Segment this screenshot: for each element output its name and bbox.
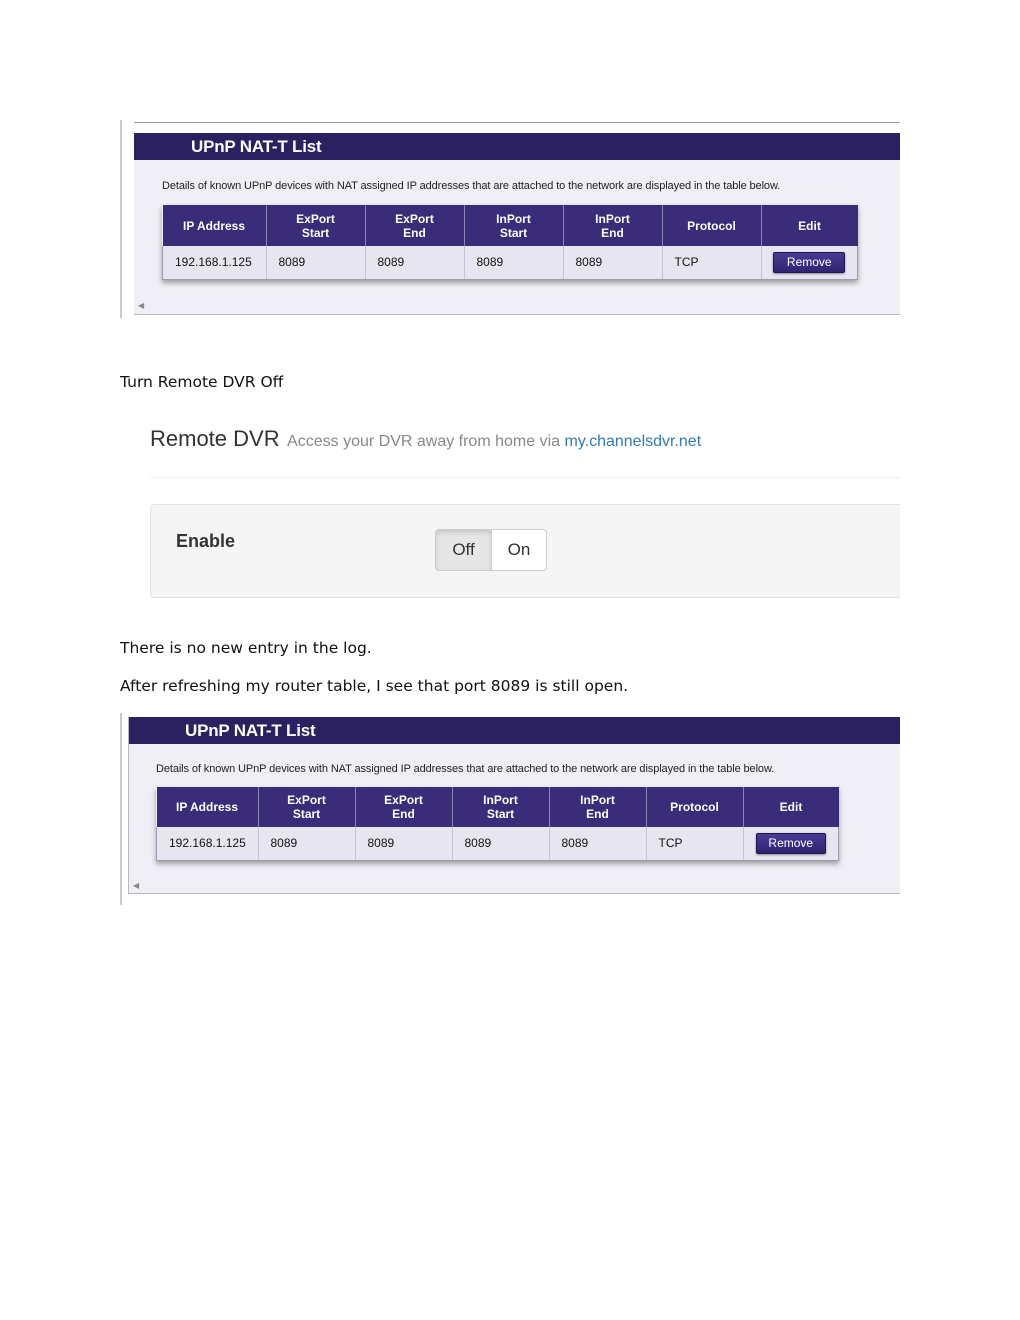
upnp-screenshot-2 [120, 713, 900, 905]
scroll-left-icon[interactable]: ◀ [133, 881, 140, 890]
remote-dvr-heading [150, 426, 701, 452]
after-refresh-text: After refreshing my router table, I see that port 8089 is still open. [120, 677, 629, 695]
upnp-description: Details of known UPnP devices with NAT assigned IP addresses that are attached to the network are displayed in the table below. [156, 763, 775, 775]
enable-toggle [435, 529, 547, 571]
cell-edit [743, 827, 839, 860]
col-inport-end: InPort End [563, 205, 662, 246]
cell-ip: 192.168.1.125 [157, 827, 259, 860]
col-ip-address: IP Address [157, 787, 259, 827]
col-ip-address: IP Address [163, 205, 267, 246]
upnp-description: Details of known UPnP devices with NAT assigned IP addresses that are attached to the network are displayed in the table below. [162, 180, 781, 192]
remote-dvr-subtitle: Access your DVR away from home via [287, 433, 561, 450]
upnp-title-bar [134, 133, 900, 160]
col-export-start: ExPort Start [258, 787, 355, 827]
col-inport-end: InPort End [549, 787, 646, 827]
remove-button[interactable]: Remove [773, 252, 845, 273]
remove-button[interactable]: Remove [756, 833, 826, 854]
channelsdvr-link[interactable]: my.channelsdvr.net [564, 433, 702, 450]
cell-inport-end: 8089 [563, 246, 662, 279]
table-header-row [163, 205, 858, 246]
upnp-title: UPnP NAT-T List [191, 137, 322, 156]
cell-ip: 192.168.1.125 [163, 246, 267, 279]
enable-label: Enable [176, 531, 236, 551]
screenshot-edge [120, 120, 122, 318]
upnp-title-bar [129, 717, 900, 744]
upnp-table [162, 205, 858, 280]
screenshot-edge [120, 713, 122, 905]
upnp-title: UPnP NAT-T List [185, 721, 316, 740]
col-inport-start: InPort Start [464, 205, 563, 246]
col-edit: Edit [743, 787, 839, 827]
cell-protocol: TCP [662, 246, 761, 279]
cell-export-end: 8089 [365, 246, 464, 279]
cell-export-start: 8089 [258, 827, 355, 860]
table-row [157, 827, 839, 860]
col-inport-start: InPort Start [452, 787, 549, 827]
col-protocol: Protocol [646, 787, 743, 827]
cell-inport-start: 8089 [464, 246, 563, 279]
cell-edit [761, 246, 858, 279]
remote-dvr-title: Remote DVR [150, 426, 280, 451]
col-export-end: ExPort End [355, 787, 452, 827]
step-turn-off: Turn Remote DVR Off [120, 373, 284, 391]
cell-protocol: TCP [646, 827, 743, 860]
table-header-row [157, 787, 839, 827]
cell-inport-end: 8089 [549, 827, 646, 860]
upnp-screenshot-1 [120, 120, 900, 318]
no-log-text: There is no new entry in the log. [120, 639, 372, 657]
toggle-on-button[interactable]: On [492, 529, 547, 571]
toggle-off-button[interactable]: Off [435, 529, 492, 571]
remote-dvr-screenshot [150, 420, 900, 600]
cell-inport-start: 8089 [452, 827, 549, 860]
cell-export-end: 8089 [355, 827, 452, 860]
upnp-panel [134, 133, 900, 315]
col-edit: Edit [761, 205, 858, 246]
upnp-panel [128, 717, 900, 894]
scroll-left-icon[interactable]: ◀ [138, 301, 145, 310]
divider [150, 477, 900, 478]
cell-export-start: 8089 [266, 246, 365, 279]
upnp-table [156, 787, 839, 861]
top-rule [134, 122, 900, 123]
col-export-start: ExPort Start [266, 205, 365, 246]
enable-panel [150, 504, 900, 598]
col-export-end: ExPort End [365, 205, 464, 246]
table-row [163, 246, 858, 279]
col-protocol: Protocol [662, 205, 761, 246]
